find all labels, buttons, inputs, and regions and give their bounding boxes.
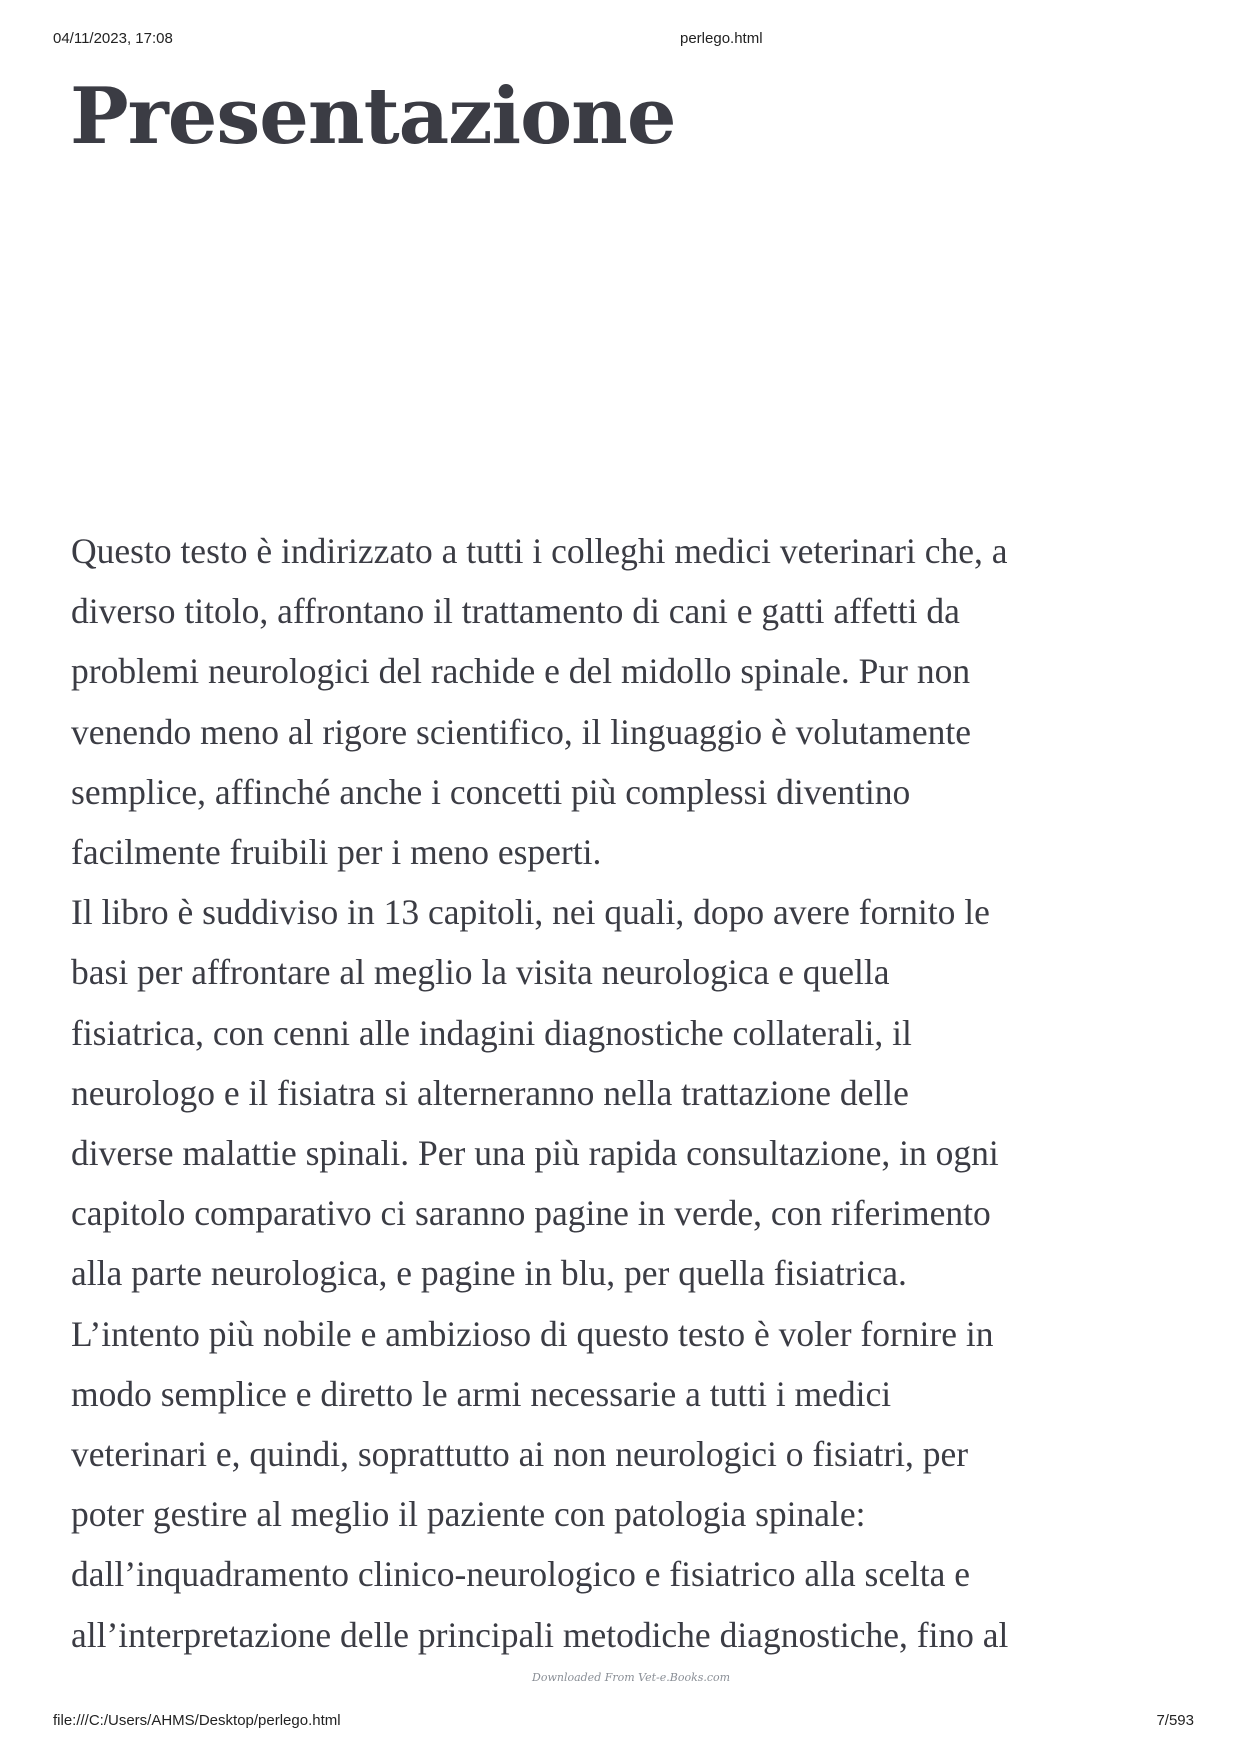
page-title: Presentazione [70,71,676,162]
body-text [71,521,1171,1665]
body-line: diverse malattie spinali. Per una più rapida consultazione, in ogni [71,1133,999,1174]
body-line: modo semplice e diretto le armi necessarie a tutti i medici [71,1373,892,1414]
body-line: Questo testo è indirizzato a tutti i colleghi medici veterinari che, a [71,531,1008,571]
body-line: semplice, affinché anche i concetti più complessi diventino [71,771,911,812]
download-watermark: Downloaded From Vet-e.Books.com [532,1671,731,1684]
body-line: poter gestire al meglio il paziente con patologia spinale: [71,1494,866,1535]
body-line: dall’inquadramento clinico-neurologico e fisiatrico alla scelta e [71,1554,970,1595]
body-line: fisiatrica, con cenni alle indagini diagnostiche collaterali, il [71,1012,912,1053]
body-line: all’interpretazione delle principali metodiche diagnostiche, fino al [71,1614,1009,1655]
body-line: neurologo e il fisiatra si alterneranno nella trattazione delle [71,1072,909,1113]
print-timestamp: 04/11/2023, 17:08 [53,30,173,47]
body-line: basi per affrontare al meglio la visita neurologica e quella [71,952,890,993]
body-line: venendo meno al rigore scientifico, il linguaggio è volutamente [71,711,972,752]
body-line: Il libro è suddiviso in 13 capitoli, nei quali, dopo avere fornito le [71,892,990,933]
body-line: alla parte neurologica, e pagine in blu, per quella fisiatrica. [71,1253,907,1294]
body-line: veterinari e, quindi, soprattutto ai non neurologici o fisiatri, per [71,1434,969,1475]
body-line: problemi neurologici del rachide e del midollo spinale. Pur non [71,651,971,692]
body-line: capitolo comparativo ci saranno pagine in verde, con riferimento [71,1193,991,1234]
body-line: L’intento più nobile e ambizioso di questo testo è voler fornire in [71,1313,994,1354]
print-page-number: 7/593 [1156,1712,1194,1729]
body-line: facilmente fruibili per i meno esperti. [71,832,602,873]
print-file-url: file:///C:/Users/AHMS/Desktop/perlego.html [53,1712,341,1729]
print-page-title: perlego.html [680,30,763,47]
body-line: diverso titolo, affrontano il trattamento di cani e gatti affetti da [71,591,960,632]
